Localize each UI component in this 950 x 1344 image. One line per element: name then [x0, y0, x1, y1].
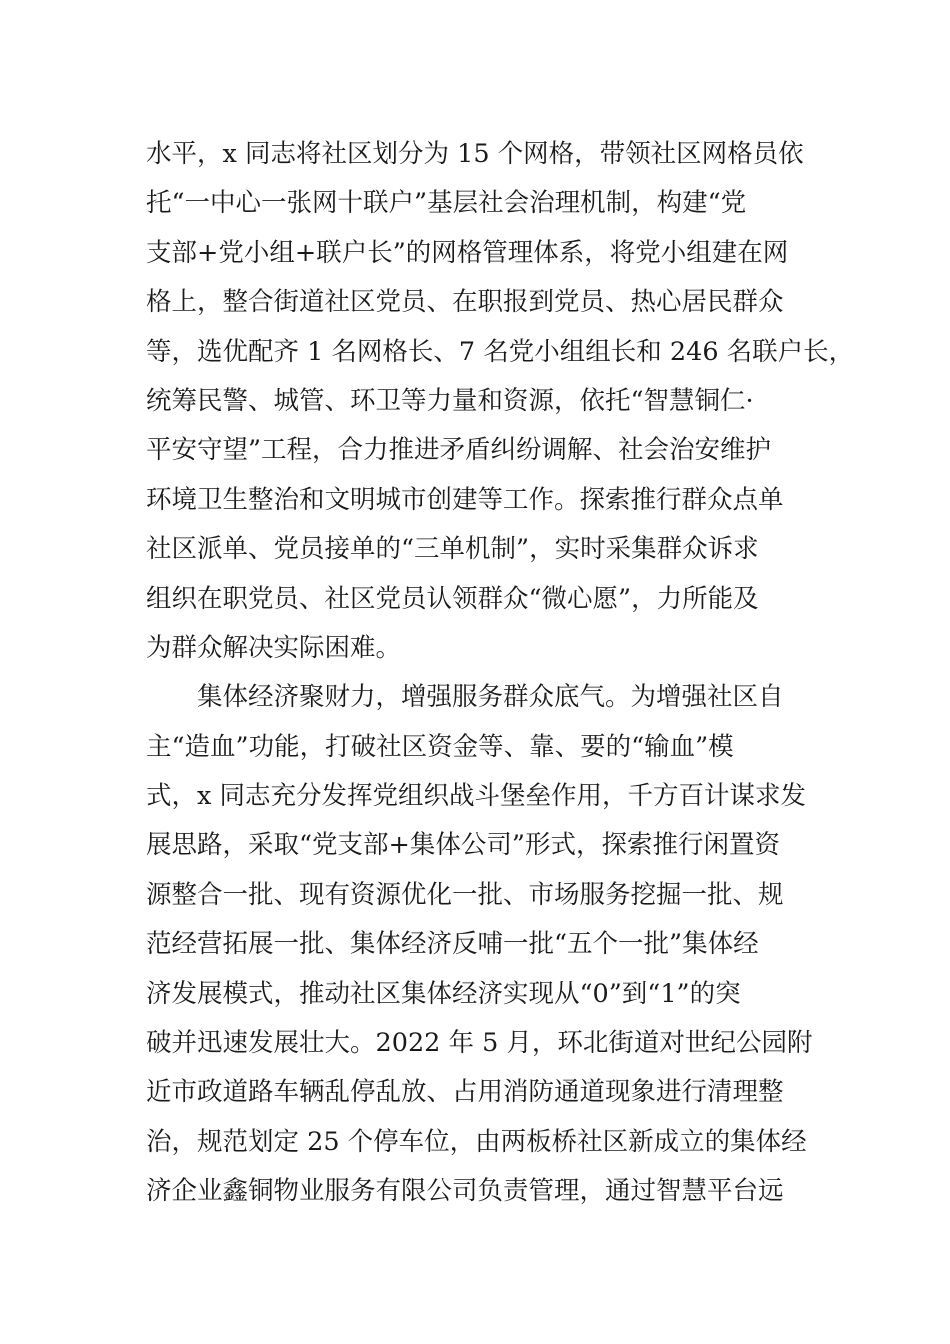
- text-line: 近市政道路车辆乱停乱放、占用消防通道现象进行清理整: [146, 1077, 784, 1108]
- text-line: 式，x 同志充分发挥党组织战斗堡垒作用，千方百计谋求发: [146, 781, 806, 812]
- text-line: 环境卫生整治和文明城市创建等工作。探索推行群众点单: [146, 484, 784, 515]
- text-line: 主“造血”功能，打破社区资金等、靠、要的“输血”模: [146, 731, 734, 762]
- paragraph-first-line: 集体经济聚财力，增强服务群众底气。为增强社区自: [197, 682, 784, 713]
- text-line: 范经营拓展一批、集体经济反哺一批“五个一批”集体经: [146, 929, 759, 960]
- text-line: 治，规范划定 25 个停车位，由两板桥社区新成立的集体经: [146, 1126, 807, 1157]
- body-text: [146, 130, 855, 1217]
- text-line: 等，选优配齐 1 名网格长、7 名党小组组长和 246 名联户长，: [146, 336, 855, 367]
- text-line: 为群众解决实际困难。: [146, 632, 402, 663]
- text-line: 济发展模式，推动社区集体经济实现从“0”到“1”的突: [146, 978, 741, 1009]
- text-line: 济企业鑫铜物业服务有限公司负责管理，通过智慧平台远: [146, 1176, 784, 1207]
- text-line: 社区派单、党员接单的“三单机制”，实时采集群众诉求: [146, 534, 759, 565]
- text-line: 统筹民警、城管、环卫等力量和资源，依托“智慧铜仁·: [146, 385, 754, 416]
- text-line: 水平，x 同志将社区划分为 15 个网格，带领社区网格员依: [146, 139, 804, 169]
- text-line: 格上，整合街道社区党员、在职报到党员、热心居民群众: [146, 287, 784, 318]
- text-line: 支部+党小组+联户长”的网格管理体系，将党小组建在网: [146, 237, 789, 268]
- text-line: 托“一中心一张网十联户”基层社会治理机制，构建“党: [146, 188, 747, 219]
- text-line: 组织在职党员、社区党员认领群众“微心愿”，力所能及: [146, 583, 759, 614]
- text-line: 源整合一批、现有资源优化一批、市场服务挖掘一批、规: [146, 879, 784, 910]
- text-line: 展思路，采取“党支部+集体公司”形式，探索推行闲置资: [146, 830, 780, 861]
- text-line: 平安守望”工程，合力推进矛盾纠纷调解、社会治安维护: [146, 435, 772, 466]
- text-line: 破并迅速发展壮大。2022 年 5 月，环北街道对世纪公园附: [146, 1028, 813, 1059]
